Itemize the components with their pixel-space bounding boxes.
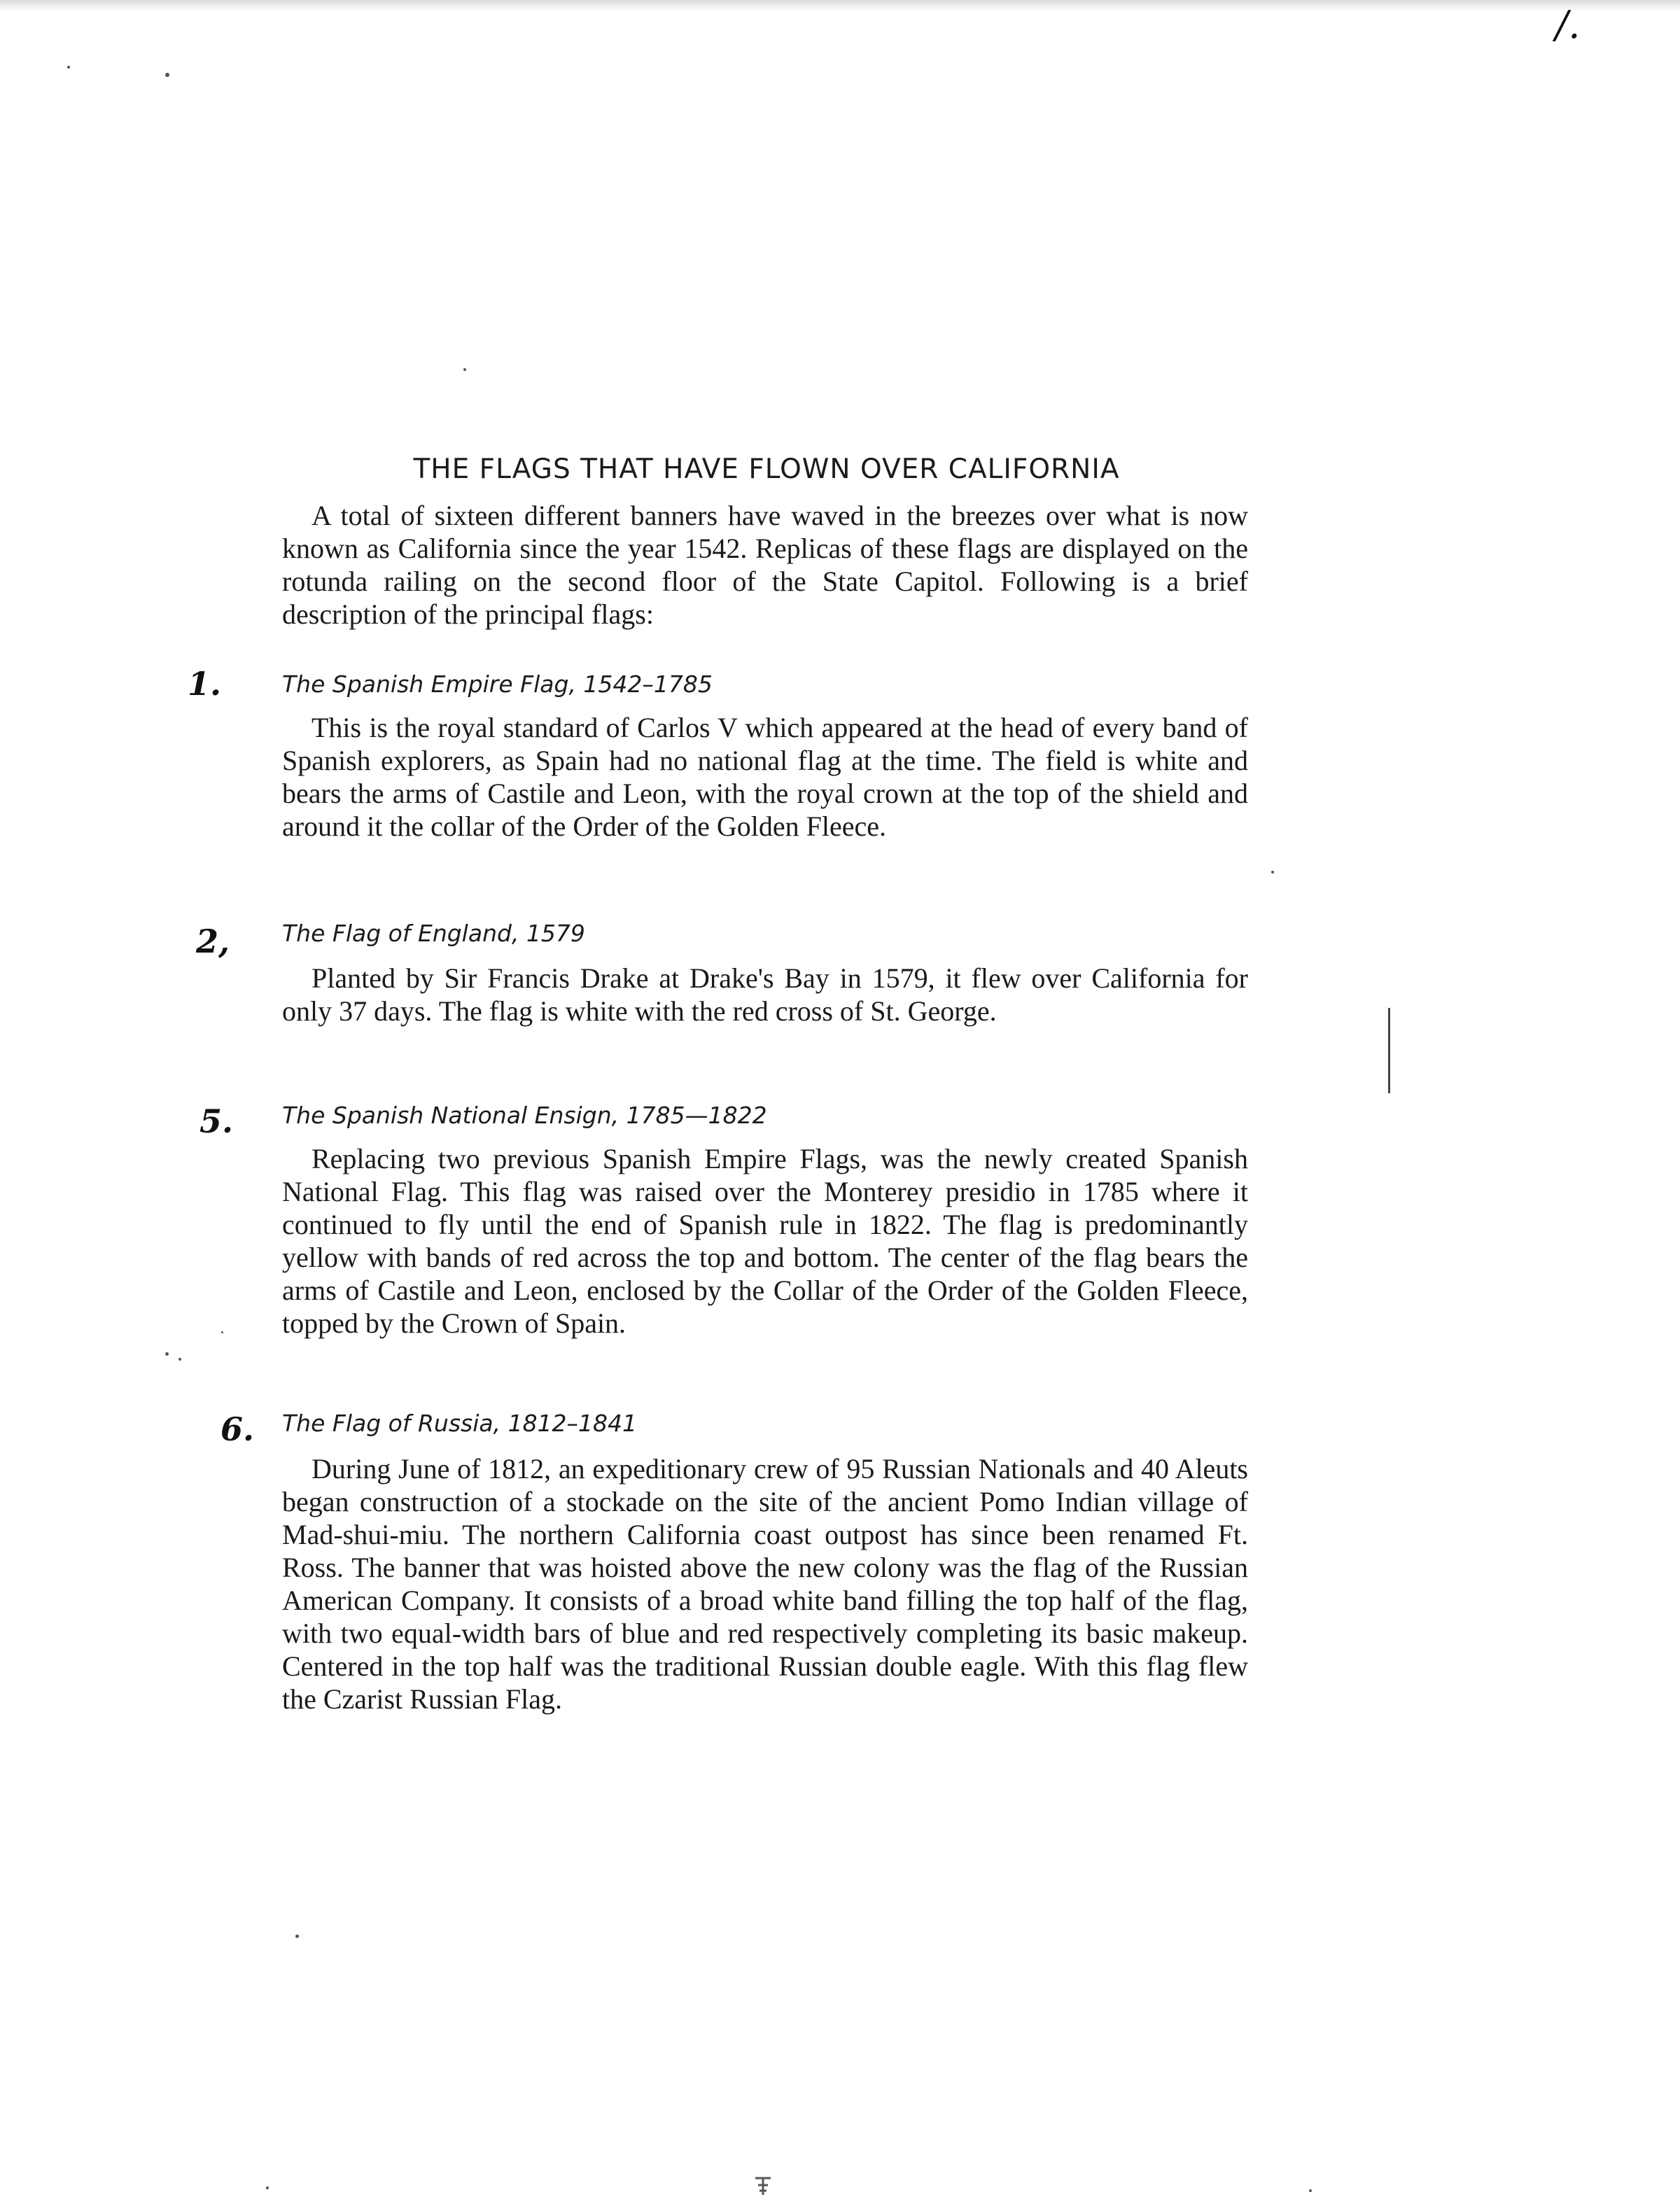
page-number: /.	[1555, 3, 1581, 47]
section-text-spanish-national: Replacing two previous Spanish Empire Flags, was the newly created Spanish National Flag. This flag was raised over the Monterey presidio in 1785 where it continued to fly until the end of Spanish rule in 1822. The flag is predominantly yellow with bands of red across the top and bottom. The center of the flag bears the arms of Castile and Leon, enclosed by the Collar of the Order of the Golden Fleece, topped by the Crown of Spain.	[282, 1143, 1248, 1339]
handwritten-number-6: 6.	[220, 1410, 255, 1448]
scan-speck	[165, 1352, 169, 1356]
handwritten-number-5: 5.	[200, 1102, 234, 1140]
scan-speck	[178, 1358, 181, 1361]
section-heading-spanish-empire: The Spanish Empire Flag, 1542–1785	[282, 671, 713, 698]
section-heading-spanish-national: The Spanish National Ensign, 1785—1822	[282, 1102, 767, 1129]
scan-speck	[295, 1935, 299, 1938]
handwritten-number-2: 2,	[196, 922, 230, 960]
scan-speck	[165, 73, 169, 77]
section-heading-england: The Flag of England, 1579	[282, 920, 585, 947]
scan-speck	[1271, 871, 1274, 873]
binder-clip-mark	[754, 2175, 772, 2196]
scan-speck	[266, 2187, 269, 2189]
section-text-russia: During June of 1812, an expeditionary crew of 95 Russian Nationals and 40 Aleuts began construction of a stockade on the site of the ancient Pomo Indian village of Mad-shui-miu. The northern California coast outpost has since been renamed Ft. Ross. The banner that was hoisted above the new colony was the flag of the Russian American Company. It consists of a broad white band filling the top half of the flag, with two equal-width bars of blue and red respectively completing its basic makeup. Centered in the top half was the traditional Russian double eagle. With this flag flew the Czarist Russian Flag.	[282, 1453, 1248, 1715]
scan-speck	[221, 1331, 223, 1333]
scan-speck	[1309, 2189, 1312, 2192]
section-heading-russia: The Flag of Russia, 1812–1841	[282, 1410, 638, 1437]
intro-paragraph: A total of sixteen different banners have waved in the breezes over what is now known as California since the year 1542. Replicas of these flags are displayed on the rotunda railing on the second floor of the State Capitol. Following is a brief description of the principal flags:	[282, 500, 1248, 630]
handwritten-number-1: 1.	[188, 665, 222, 703]
scan-speck	[67, 66, 70, 69]
section-text-spanish-empire: This is the royal standard of Carlos V which appeared at the head of every band of Spanish explorers, as Spain had no national flag at the time. The field is white and bears the arms of Castile and Leon, with the royal crown at the top of the shield and around it the collar of the Order of the Golden Fleece.	[282, 712, 1248, 842]
page-title: THE FLAGS THAT HAVE FLOWN OVER CALIFORNIA	[413, 454, 1120, 485]
section-text-england: Planted by Sir Francis Drake at Drake's Bay in 1579, it flew over California for only 37 days. The flag is white with the red cross of St. George.	[282, 962, 1248, 1027]
scan-top-edge	[0, 0, 1680, 11]
scan-speck	[463, 368, 466, 371]
margin-ink-line	[1388, 1008, 1390, 1093]
